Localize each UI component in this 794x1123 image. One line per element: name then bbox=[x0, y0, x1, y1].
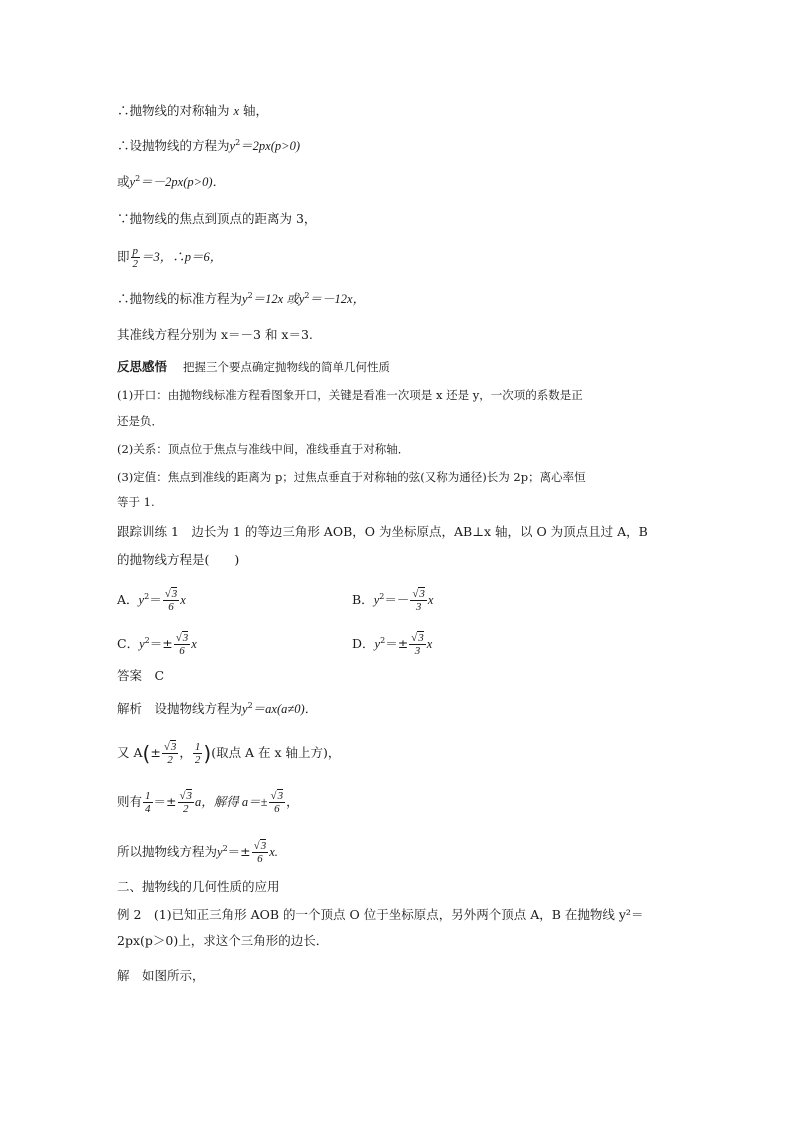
example-statement: 2px(p＞0)上，求这个三角形的边长． bbox=[117, 933, 329, 948]
option-label: C． bbox=[117, 636, 140, 651]
line-text: 解析 设抛物线方程为 bbox=[117, 701, 243, 716]
text-line: 还是负． bbox=[117, 414, 163, 428]
fraction: $\frac{1}{2}$ bbox=[194, 741, 201, 766]
math-var: x bbox=[233, 104, 240, 118]
equation: ＝－12x， bbox=[309, 292, 366, 306]
reflection-subtitle: 把握三个要点确定抛物线的简单几何性质 bbox=[183, 360, 390, 374]
line-text: 或 bbox=[117, 174, 130, 189]
line-text: 所以抛物线方程为 bbox=[117, 844, 218, 859]
option-a: A．$y^2=$ $\frac{√3}{6}$ x bbox=[117, 588, 186, 613]
exercise-statement: 的抛物线方程是( ) bbox=[117, 552, 240, 567]
equation: ，解得 a＝± bbox=[201, 795, 268, 809]
fraction: $\frac{√3}{2}$ bbox=[163, 741, 177, 766]
text-line: (2)关系：顶点位于焦点与准线中间，准线垂直于对称轴． bbox=[117, 442, 410, 456]
line-text: ∴设抛物线的方程为 bbox=[117, 138, 230, 153]
fraction: $\frac{√3}{6}$ bbox=[253, 840, 267, 865]
fraction: $\frac{1}{4}$ bbox=[145, 790, 151, 815]
text-line: (1)开口：由抛物线标准方程看图象开口，关键是看准一次项是 x 还是 y，一次项的系数是正 bbox=[117, 388, 583, 402]
fraction: $\frac{√3}{3}$ bbox=[411, 632, 424, 657]
line-text: 又 A bbox=[117, 745, 143, 760]
text-line: 解析 设抛物线方程为$y^2=ax(a\ne 0)$． bbox=[117, 701, 318, 716]
text-line: ∵抛物线的焦点到顶点的距离为 3， bbox=[117, 211, 317, 226]
text-line: 则有 $\frac{1}{4}$ ＝± $\frac{√3}{2}$ a，解得 a＝± $\frac{√3}{6}$ ， bbox=[117, 790, 299, 815]
text-line: 其准线方程分别为 x＝－3 和 x＝3. bbox=[117, 327, 313, 342]
text-line: 所以抛物线方程为$y^2=\pm$ $\frac{√3}{6}$ x. bbox=[117, 840, 278, 865]
equation: ＝12x 或 bbox=[252, 292, 299, 306]
text-line: ∴设抛物线的方程为$y^2=2px(p>0)$ bbox=[117, 138, 300, 153]
line-text: 则有 bbox=[117, 794, 143, 809]
option-label: B． bbox=[352, 592, 374, 607]
fraction: $\frac{√3}{6}$ bbox=[270, 790, 284, 815]
text-line: 或$y^2=-2px(p>0)$． bbox=[117, 174, 225, 189]
fraction: $\frac{p}{2}$ bbox=[132, 245, 139, 270]
text-line bbox=[117, 103, 268, 119]
section-heading: 二、抛物线的几何性质的应用 bbox=[117, 879, 280, 894]
equation: ＝2px(p>0) bbox=[240, 139, 300, 153]
fraction: $\frac{√3}{6}$ bbox=[164, 588, 178, 613]
reflection-heading bbox=[117, 359, 390, 375]
option-b: B．$y^2=-$ $\frac{√3}{3}$ x bbox=[352, 588, 434, 613]
exercise-statement: 跟踪训练 1 边长为 1 的等边三角形 AOB，O 为坐标原点，AB⊥x 轴，以 O 为顶点且过 A，B bbox=[117, 524, 648, 539]
example-statement: 例 2 (1)已知正三角形 AOB 的一个顶点 O 位于坐标原点，另外两个顶点 A，B 在抛物线 y²＝ bbox=[117, 907, 644, 922]
solution-start: 解 如图所示， bbox=[117, 968, 205, 983]
option-c: C．$y^2=\pm$ $\frac{√3}{6}$ x bbox=[117, 632, 197, 657]
line-text: ∴抛物线的标准方程为 bbox=[117, 291, 243, 306]
line-text: ， bbox=[286, 794, 299, 809]
equation: x. bbox=[269, 845, 278, 859]
equation: ＝ax(a≠0)． bbox=[252, 702, 318, 716]
option-d: D．$y^2=\pm$ $\frac{√3}{3}$ x bbox=[352, 632, 433, 657]
math-var: y bbox=[298, 292, 305, 306]
text-line: ∴抛物线的标准方程为$y^2=12x$ 或$y^2=-12x$， bbox=[117, 291, 366, 306]
text-line: (3)定值：焦点到准线的距离为 p；过焦点垂直于对称轴的弦(又称为通径)长为 2p；离心率恒 bbox=[117, 470, 586, 484]
option-label: D． bbox=[352, 636, 375, 651]
fraction: $\frac{√3}{3}$ bbox=[412, 588, 425, 613]
line-text: 轴， bbox=[243, 103, 269, 118]
option-label: A． bbox=[117, 592, 139, 607]
answer: 答案 C bbox=[117, 668, 165, 683]
math-var: y bbox=[129, 175, 136, 189]
equation: ＝3，∴p＝6， bbox=[141, 250, 223, 264]
text-line: 等于 1. bbox=[117, 495, 155, 509]
math-var: y bbox=[229, 139, 236, 153]
text-line bbox=[117, 245, 222, 270]
math-var: y bbox=[242, 292, 248, 306]
line-text: (取点 A 在 x 轴上方)， bbox=[211, 745, 341, 760]
line-text: 即 bbox=[117, 249, 130, 264]
line-text: ∴抛物线的对称轴为 bbox=[117, 103, 230, 118]
reflection-title: 反思感悟 bbox=[117, 359, 168, 374]
fraction: $\frac{√3}{6}$ bbox=[175, 632, 189, 657]
text-line: 又 A(± $\frac{√3}{2}$ ， $\frac{1}{2}$ )(取点 A 在 x 轴上方)， bbox=[117, 741, 341, 766]
fraction: $\frac{√3}{2}$ bbox=[179, 790, 193, 815]
equation: ＝－2px(p>0)． bbox=[140, 175, 225, 189]
